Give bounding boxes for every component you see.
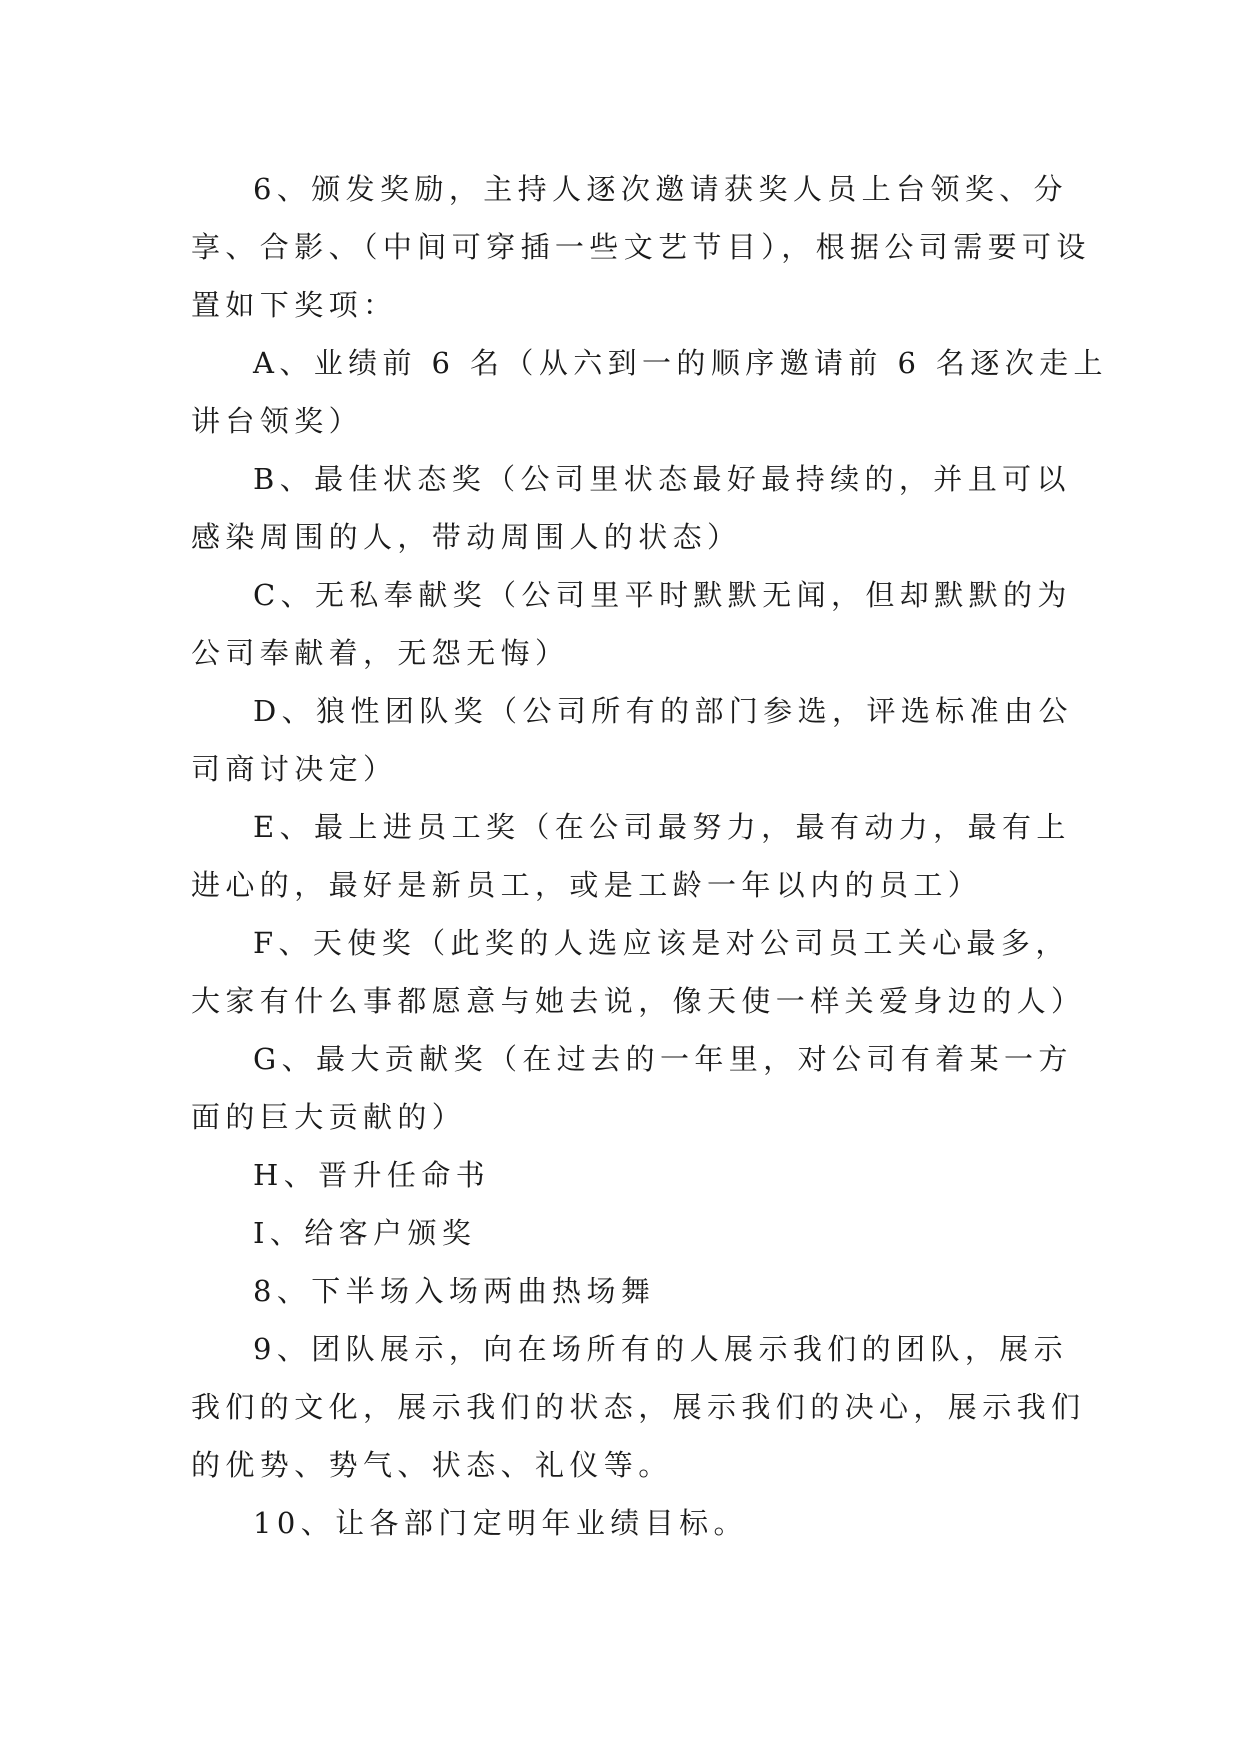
text-line: 我们的文化，展示我们的状态，展示我们的决心，展示我们 — [191, 1390, 1086, 1424]
text-line: G、最大贡献奖（在过去的一年里，对公司有着某一方 — [253, 1042, 1073, 1076]
text-line: 享、合影、（中间可穿插一些文艺节目），根据公司需要可设 — [191, 230, 1091, 264]
paragraph-award-b — [191, 450, 1071, 566]
text-line: 司商讨决定） — [191, 752, 398, 786]
paragraph-award-c — [191, 566, 1071, 682]
text-line: 进心的，最好是新员工，或是工龄一年以内的员工） — [191, 868, 983, 902]
text-line: B、最佳状态奖（公司里状态最好最持续的，并且可以 — [253, 462, 1071, 496]
document-body — [191, 160, 1108, 1552]
text-line: 置如下奖项： — [191, 288, 398, 322]
text-line: I、给客户颁奖 — [253, 1216, 477, 1250]
text-line: 公司奉献着，无怨无悔） — [191, 636, 570, 670]
text-line: 讲台领奖） — [191, 404, 364, 438]
text-line: 面的巨大贡献的） — [191, 1100, 467, 1134]
text-line: 大家有什么事都愿意与她去说，像天使一样关爱身边的人） — [191, 984, 1086, 1018]
text-line: 9、团队展示，向在场所有的人展示我们的团队，展示 — [253, 1332, 1069, 1366]
text-line: E、最上进员工奖（在公司最努力，最有动力，最有上 — [253, 810, 1071, 844]
paragraph-award-f — [191, 914, 1086, 1030]
paragraph-item-9 — [191, 1320, 1086, 1494]
text-line: D、狼性团队奖（公司所有的部门参选，评选标准由公 — [253, 694, 1073, 728]
paragraph-award-a — [191, 334, 1108, 450]
paragraph-award-e — [191, 798, 1071, 914]
paragraph-award-g — [191, 1030, 1071, 1146]
paragraph-item-10 — [191, 1494, 1071, 1552]
text-line: 8、下半场入场两曲热场舞 — [253, 1274, 656, 1308]
text-line: 感染周围的人，带动周围人的状态） — [191, 520, 742, 554]
text-line: 10、让各部门定明年业绩目标。 — [253, 1506, 748, 1540]
text-line: H、晋升任命书 — [253, 1158, 491, 1192]
text-line: F、天使奖（此奖的人选应该是对公司员工关心最多， — [253, 926, 1070, 960]
paragraph-award-d — [191, 682, 1071, 798]
paragraph-item-8 — [191, 1262, 1071, 1320]
text-line: 的优势、势气、状态、礼仪等。 — [191, 1448, 673, 1482]
text-line: 6、颁发奖励，主持人逐次邀请获奖人员上台领奖、分 — [253, 172, 1069, 206]
paragraph-award-i — [191, 1204, 1071, 1262]
paragraph-item-6-awards — [191, 160, 1091, 334]
text-line: C、无私奉献奖（公司里平时默默无闻，但却默默的为 — [253, 578, 1072, 612]
text-line: A、业绩前 6 名（从六到一的顺序邀请前 6 名逐次走上 — [253, 346, 1108, 380]
paragraph-award-h — [191, 1146, 1071, 1204]
